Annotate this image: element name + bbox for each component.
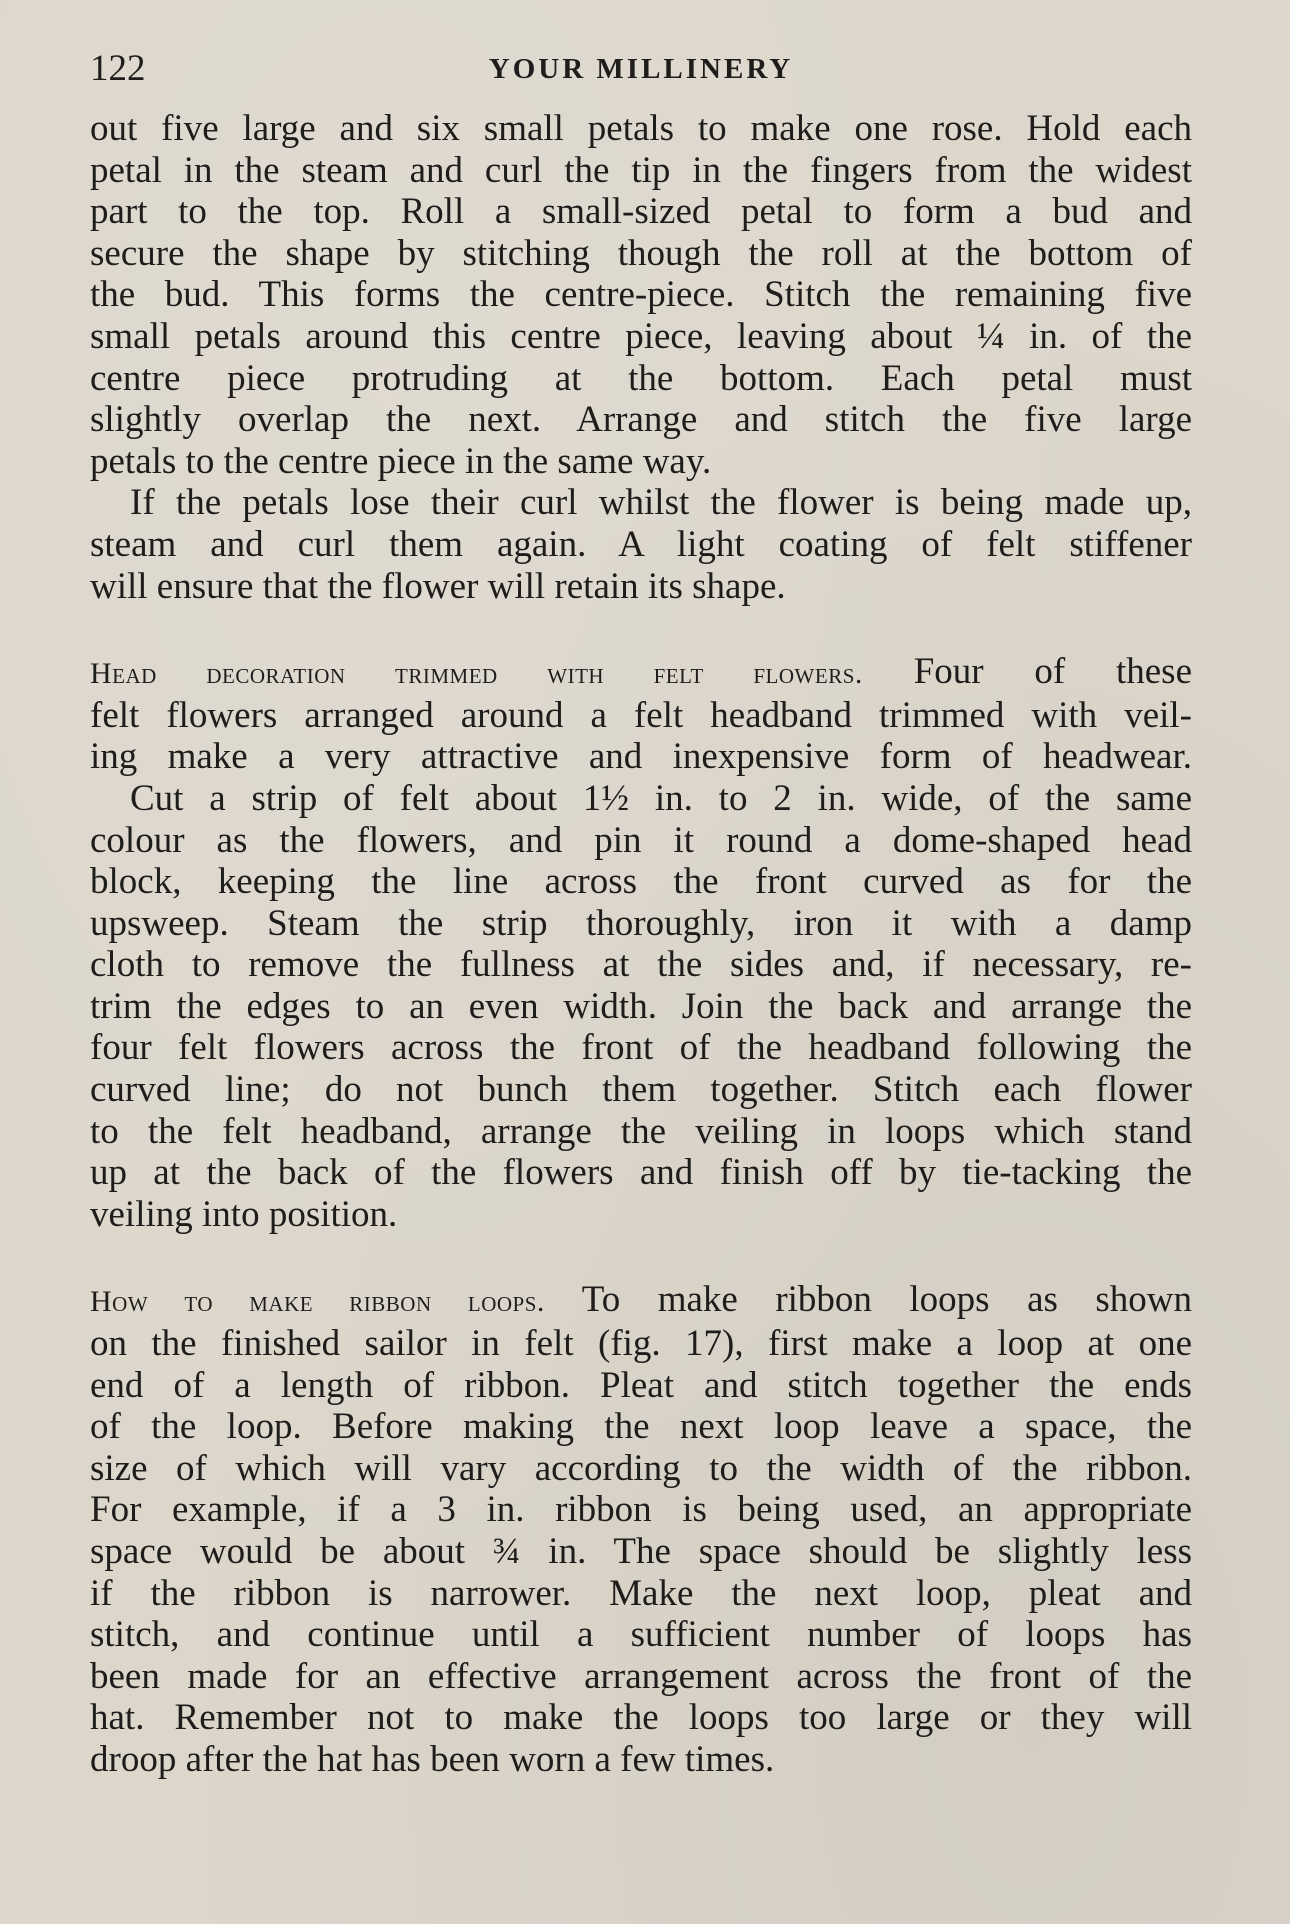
text-line: small petals around this centre piece, leaving about ¼ in. of the bbox=[90, 315, 1192, 357]
text-line: of the loop. Before making the next loop leave a space, the bbox=[90, 1406, 1192, 1448]
text-line: to the felt headband, arrange the veiling in loops which stand bbox=[90, 1110, 1192, 1152]
text-line: up at the back of the flowers and finish off by tie-tacking the bbox=[90, 1152, 1192, 1194]
text-line: secure the shape by stitching though the roll at the bottom of bbox=[90, 232, 1192, 274]
text-line: slightly overlap the next. Arrange and stitch the five large bbox=[90, 399, 1192, 441]
section-heading: How to make ribbon loops. bbox=[90, 1285, 545, 1319]
paragraph-felt-strip bbox=[90, 778, 1192, 1236]
running-title: YOUR MILLINERY bbox=[488, 53, 794, 85]
text-line: the bud. This forms the centre-piece. Stitch the remaining five bbox=[90, 274, 1192, 316]
paragraph-petal-curl bbox=[90, 482, 1192, 607]
text-line: colour as the flowers, and pin it round a dome-shaped head bbox=[90, 819, 1192, 861]
text-line: size of which will vary according to the width of the ribbon. bbox=[90, 1447, 1192, 1489]
text-line: felt flowers arranged around a felt headband trimmed with veil- bbox=[90, 694, 1192, 736]
section-heading: Head decoration trimmed with felt flowers. bbox=[90, 657, 863, 691]
text-line: out five large and six small petals to make one rose. Hold each bbox=[90, 108, 1192, 149]
text-line: on the finished sailor in felt (fig. 17), first make a loop at one bbox=[90, 1323, 1192, 1365]
text-line bbox=[90, 1279, 1192, 1323]
section-first-line: Four of these bbox=[913, 651, 1193, 693]
text-line: trim the edges to an even width. Join the back and arrange the bbox=[90, 985, 1192, 1027]
text-line: hat. Remember not to make the loops too large or they will bbox=[90, 1697, 1192, 1739]
page-number: 122 bbox=[90, 48, 146, 89]
text-line: ing make a very attractive and inexpensive form of headwear. bbox=[90, 736, 1192, 778]
section-head-decoration bbox=[90, 651, 1192, 778]
text-line: will ensure that the flower will retain its shape. bbox=[90, 565, 786, 607]
text-line: steam and curl them again. A light coating of felt stiffener bbox=[90, 523, 1192, 565]
text-line: For example, if a 3 in. ribbon is being used, an appropriate bbox=[90, 1489, 1192, 1531]
running-head bbox=[90, 44, 1192, 94]
text-line: centre piece protruding at the bottom. Each petal must bbox=[90, 357, 1192, 399]
text-line: cloth to remove the fullness at the sides and, if necessary, re- bbox=[90, 944, 1192, 986]
text-line: been made for an effective arrangement across the front of the bbox=[90, 1655, 1192, 1697]
text-line: petal in the steam and curl the tip in the fingers from the widest bbox=[90, 149, 1192, 191]
paragraph-rose-petals bbox=[90, 108, 1192, 482]
text-line bbox=[90, 651, 1192, 695]
section-first-line: To make ribbon loops as shown bbox=[581, 1279, 1192, 1321]
text-line: veiling into position. bbox=[90, 1193, 398, 1235]
section-ribbon-loops bbox=[90, 1279, 1192, 1780]
text-line: curved line; do not bunch them together. Stitch each flower bbox=[90, 1069, 1192, 1111]
text-line: upsweep. Steam the strip thoroughly, iron it with a damp bbox=[90, 902, 1192, 944]
text-line: end of a length of ribbon. Pleat and stitch together the ends bbox=[90, 1364, 1192, 1406]
text-line: if the ribbon is narrower. Make the next loop, pleat and bbox=[90, 1572, 1192, 1614]
text-line: petals to the centre piece in the same way. bbox=[90, 440, 712, 482]
text-line: part to the top. Roll a small-sized petal to form a bud and bbox=[90, 191, 1192, 233]
text-line: If the petals lose their curl whilst the flower is being made up, bbox=[130, 482, 1192, 524]
body-text bbox=[90, 108, 1192, 1781]
text-line: Cut a strip of felt about 1½ in. to 2 in. wide, of the same bbox=[130, 777, 1192, 819]
text-line: block, keeping the line across the front curved as for the bbox=[90, 861, 1192, 903]
text-line: droop after the hat has been worn a few times. bbox=[90, 1738, 775, 1780]
text-line: four felt flowers across the front of the headband following the bbox=[90, 1027, 1192, 1069]
text-line: stitch, and continue until a sufficient number of loops has bbox=[90, 1614, 1192, 1656]
text-line: space would be about ¾ in. The space should be slightly less bbox=[90, 1531, 1192, 1572]
